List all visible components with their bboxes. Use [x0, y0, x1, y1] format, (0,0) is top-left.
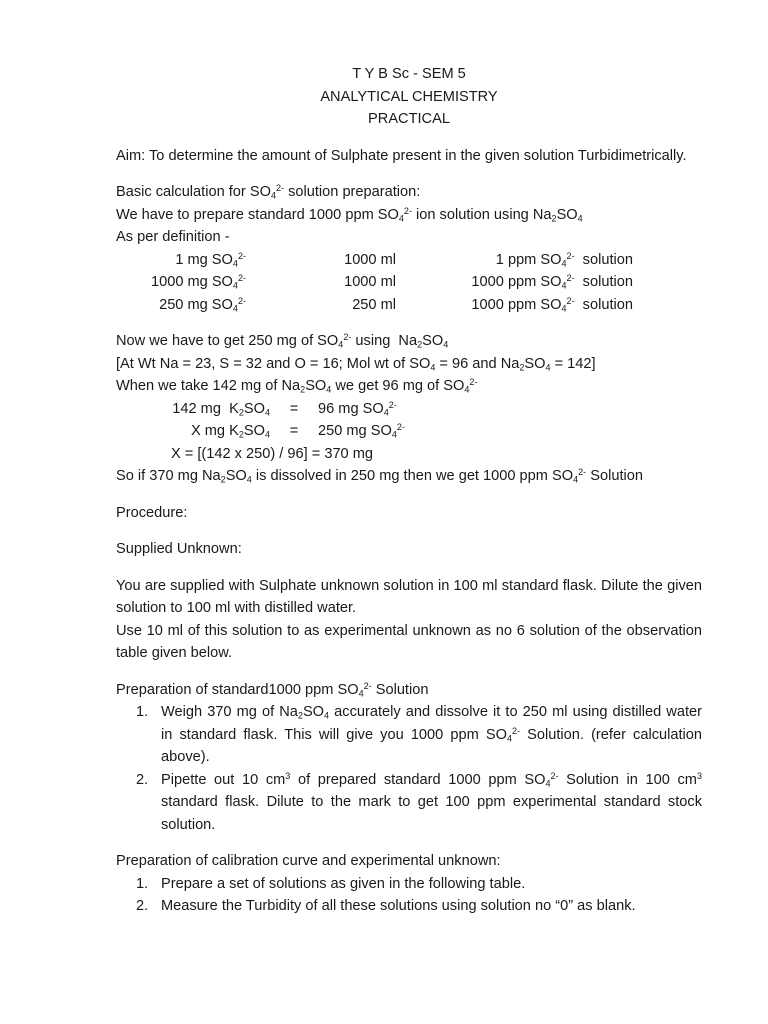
list-item-text: Measure the Turbidity of all these solutions using solution no “0” as blank. — [161, 898, 636, 914]
definition-line: As per definition - — [116, 229, 230, 245]
mass-cell: 250 mg $SO_4^{2-}$ — [159, 295, 246, 313]
basic-calc-heading: Basic calculation for $SO_4^{2-}$ solution preparation: — [116, 183, 421, 201]
list-item — [116, 873, 702, 896]
list-number: 1. — [136, 875, 149, 892]
calc-conclusion: So if 370 mg $Na_2SO_4$ is dissolved in 250 mg then we get 1000 ppm $SO_4^{2-}$ Solution — [116, 467, 643, 485]
volume-cell: 1000 ml — [344, 251, 396, 268]
concentration-cell: 1 ppm $SO_4^{2-}$ solution — [495, 250, 633, 268]
calibration-list — [116, 873, 702, 918]
mass-cell: 1000 mg $SO_4^{2-}$ — [150, 273, 246, 291]
definition-row — [116, 249, 702, 272]
volume-cell: 250 ml — [352, 296, 396, 313]
list-item — [116, 701, 707, 769]
ratio-line: When we take 142 mg of $Na_2SO_4$ we get 96 mg of $SO_4^{2-}$ — [116, 377, 478, 395]
aim-paragraph: Aim: To determine the amount of Sulphate present in the given solution Turbidimetrically. — [116, 147, 687, 164]
prepare-line: We have to prepare standard 1000 ppm $SO_4^{2-}$ ion solution using $Na_2SO_4$ — [116, 205, 583, 223]
equation-left: X mg $K_2SO_4$ — [190, 423, 270, 440]
unknown-paragraph: You are supplied with Sulphate unknown solution in 100 ml standard flask. Dilute the given solution to 100 ml with distilled water. — [116, 577, 702, 616]
definition-row — [116, 294, 702, 317]
list-item-text: Prepare a set of solutions as given in the following table. — [161, 875, 526, 892]
equation-operator: = — [289, 423, 299, 439]
calc-intro-line: Now we have to get 250 mg of $SO_4^{2-}$ using $Na_2SO_4$ — [116, 332, 449, 350]
concentration-cell: 1000 ppm $SO_4^{2-}$ solution — [471, 273, 633, 291]
mass-cell: 1 mg $SO_4^{2-}$ — [175, 250, 246, 268]
equation-line — [116, 398, 702, 421]
definition-row — [116, 271, 702, 294]
calibration-heading: Preparation of calibration curve and experimental unknown: — [116, 853, 501, 869]
equation-right: 250 mg $SO_4^{2-}$ — [318, 422, 405, 440]
list-item — [116, 895, 702, 918]
equation-left: 142 mg $K_2SO_4$ — [172, 400, 270, 417]
procedure-heading: Procedure: — [116, 504, 188, 521]
equation-line — [116, 420, 702, 443]
equation-result: X = [(142 x 250) / 96] = 370 mg — [171, 445, 374, 462]
equation-right: 96 mg $SO_4^{2-}$ — [318, 399, 397, 417]
header-course: T Y B Sc - SEM 5 — [352, 66, 466, 82]
list-number: 1. — [136, 704, 149, 720]
concentration-cell: 1000 ppm $SO_4^{2-}$ solution — [471, 295, 633, 313]
list-number: 2. — [136, 771, 149, 788]
list-item-text: Pipette out 10 $cm^3$ of prepared standard 1000 ppm $SO_4^{2-}$ Solution in 100 $cm^3$ standard flask. Dilute to the mark to get 100 ppm experimental standard stock solution. — [161, 770, 707, 833]
header-practical: PRACTICAL — [368, 111, 450, 127]
unknown-usage-paragraph: Use 10 ml of this solution to as experimental unknown as no 6 solution of the observation table given below. — [116, 622, 702, 661]
header-subject: ANALYTICAL CHEMISTRY — [320, 88, 498, 105]
supplied-unknown-heading: Supplied Unknown: — [116, 541, 242, 557]
list-item-text: Weigh 370 mg of $Na_2SO_4$ accurately and dissolve it to 250 ml using distilled water in standard flask. This will give you 1000 ppm $SO_4^{2-}$ Solution. (refer calculation above). — [161, 704, 707, 765]
list-item — [116, 769, 707, 837]
equation-operator: = — [289, 400, 299, 417]
standard-prep-heading: Preparation of standard1000 ppm $SO_4^{2-}$ Solution — [116, 680, 429, 698]
definition-table — [116, 249, 702, 317]
volume-cell: 1000 ml — [344, 274, 396, 290]
atomic-weights-line: [At Wt Na = 23, S = 32 and O = 16; Mol wt of $SO_4 = 96$ and $Na_2SO_4 = 142$] — [116, 355, 596, 372]
list-number: 2. — [136, 898, 149, 914]
standard-prep-list — [116, 701, 707, 836]
